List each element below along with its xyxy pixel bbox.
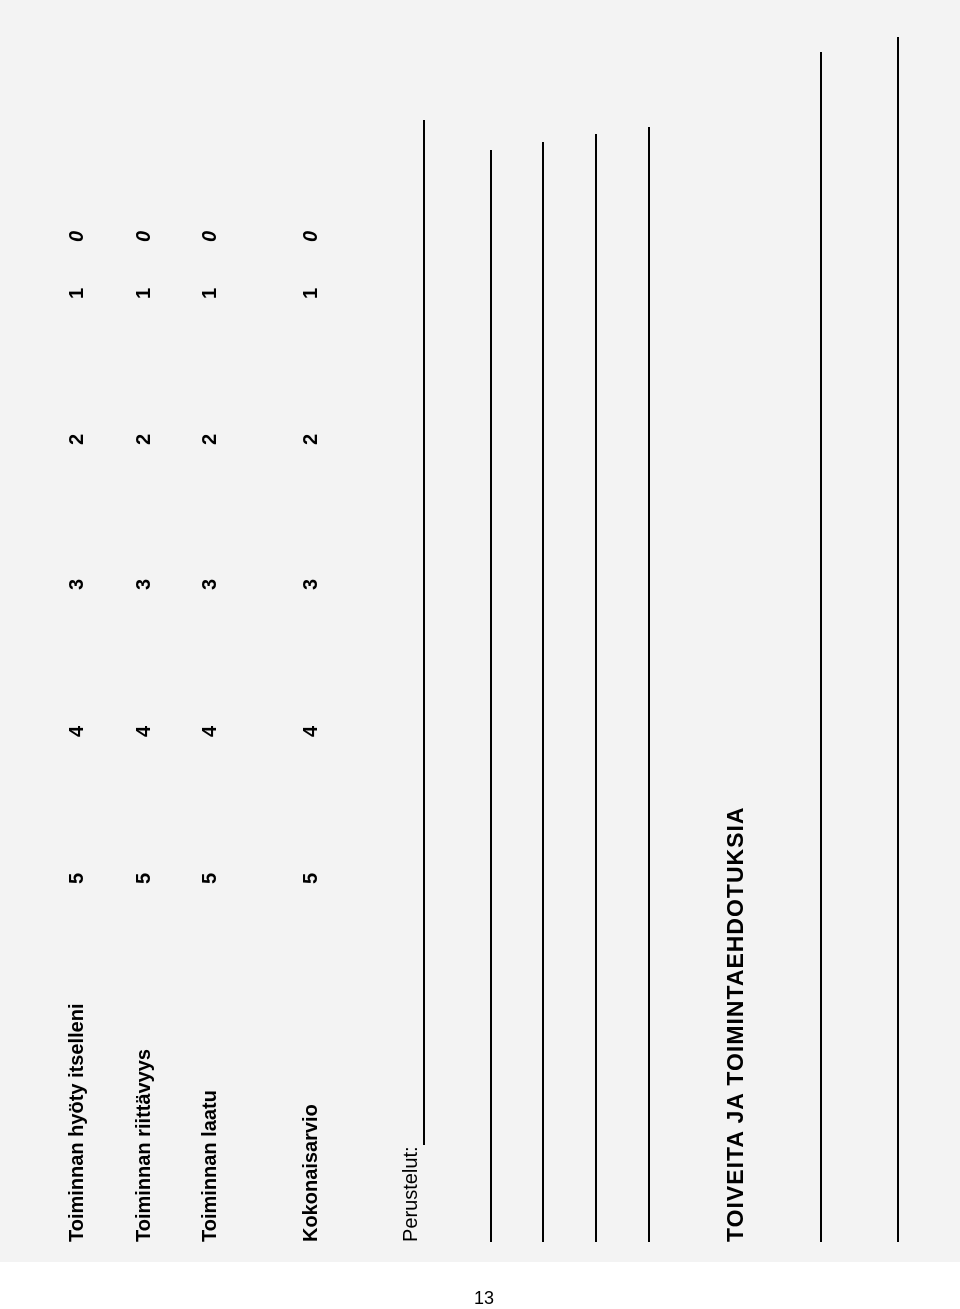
rating-option-3[interactable]: 3 xyxy=(66,578,88,590)
rating-option-1[interactable]: 1 xyxy=(199,287,221,299)
answer-line[interactable] xyxy=(820,52,822,1242)
rating-option-5[interactable]: 5 xyxy=(66,872,88,884)
answer-line[interactable] xyxy=(595,134,597,1242)
answer-line[interactable] xyxy=(648,127,650,1242)
rating-option-0[interactable]: 0 xyxy=(66,230,88,242)
rating-label: Toiminnan riittävyys xyxy=(133,1048,155,1242)
rating-option-1[interactable]: 1 xyxy=(300,287,322,299)
rating-option-1[interactable]: 1 xyxy=(66,287,88,299)
rating-option-2[interactable]: 2 xyxy=(300,433,322,445)
rating-option-4[interactable]: 4 xyxy=(66,725,88,737)
perustelut-field[interactable] xyxy=(400,1146,423,1242)
rating-option-4[interactable]: 4 xyxy=(199,725,221,737)
perustelut-answer-line[interactable] xyxy=(423,120,425,1145)
answer-line[interactable] xyxy=(490,150,492,1242)
rating-option-5[interactable]: 5 xyxy=(133,872,155,884)
answer-line[interactable] xyxy=(897,37,899,1242)
rating-option-0[interactable]: 0 xyxy=(300,230,322,242)
rating-option-3[interactable]: 3 xyxy=(300,578,322,590)
rating-option-1[interactable]: 1 xyxy=(133,287,155,299)
rating-label: Toiminnan laatu xyxy=(199,1090,221,1242)
rating-option-0[interactable]: 0 xyxy=(199,230,221,242)
rating-option-2[interactable]: 2 xyxy=(199,433,221,445)
rating-label: Kokonaisarvio xyxy=(300,1104,322,1242)
rating-option-2[interactable]: 2 xyxy=(133,433,155,445)
page-number: 13 xyxy=(474,1288,495,1308)
rating-option-4[interactable]: 4 xyxy=(133,725,155,737)
rating-option-4[interactable]: 4 xyxy=(300,725,322,737)
rating-option-3[interactable]: 3 xyxy=(199,578,221,590)
rating-option-5[interactable]: 5 xyxy=(199,872,221,884)
answer-line[interactable] xyxy=(542,142,544,1242)
rating-option-0[interactable]: 0 xyxy=(133,230,155,242)
rating-option-3[interactable]: 3 xyxy=(133,578,155,590)
rating-label: Toiminnan hyöty itselleni xyxy=(66,1003,88,1242)
rating-option-2[interactable]: 2 xyxy=(66,433,88,445)
perustelut-label: Perustelut: xyxy=(400,1146,422,1242)
rating-option-5[interactable]: 5 xyxy=(300,872,322,884)
section-heading: TOIVEITA JA TOIMINTAEHDOTUKSIA xyxy=(722,806,748,1242)
